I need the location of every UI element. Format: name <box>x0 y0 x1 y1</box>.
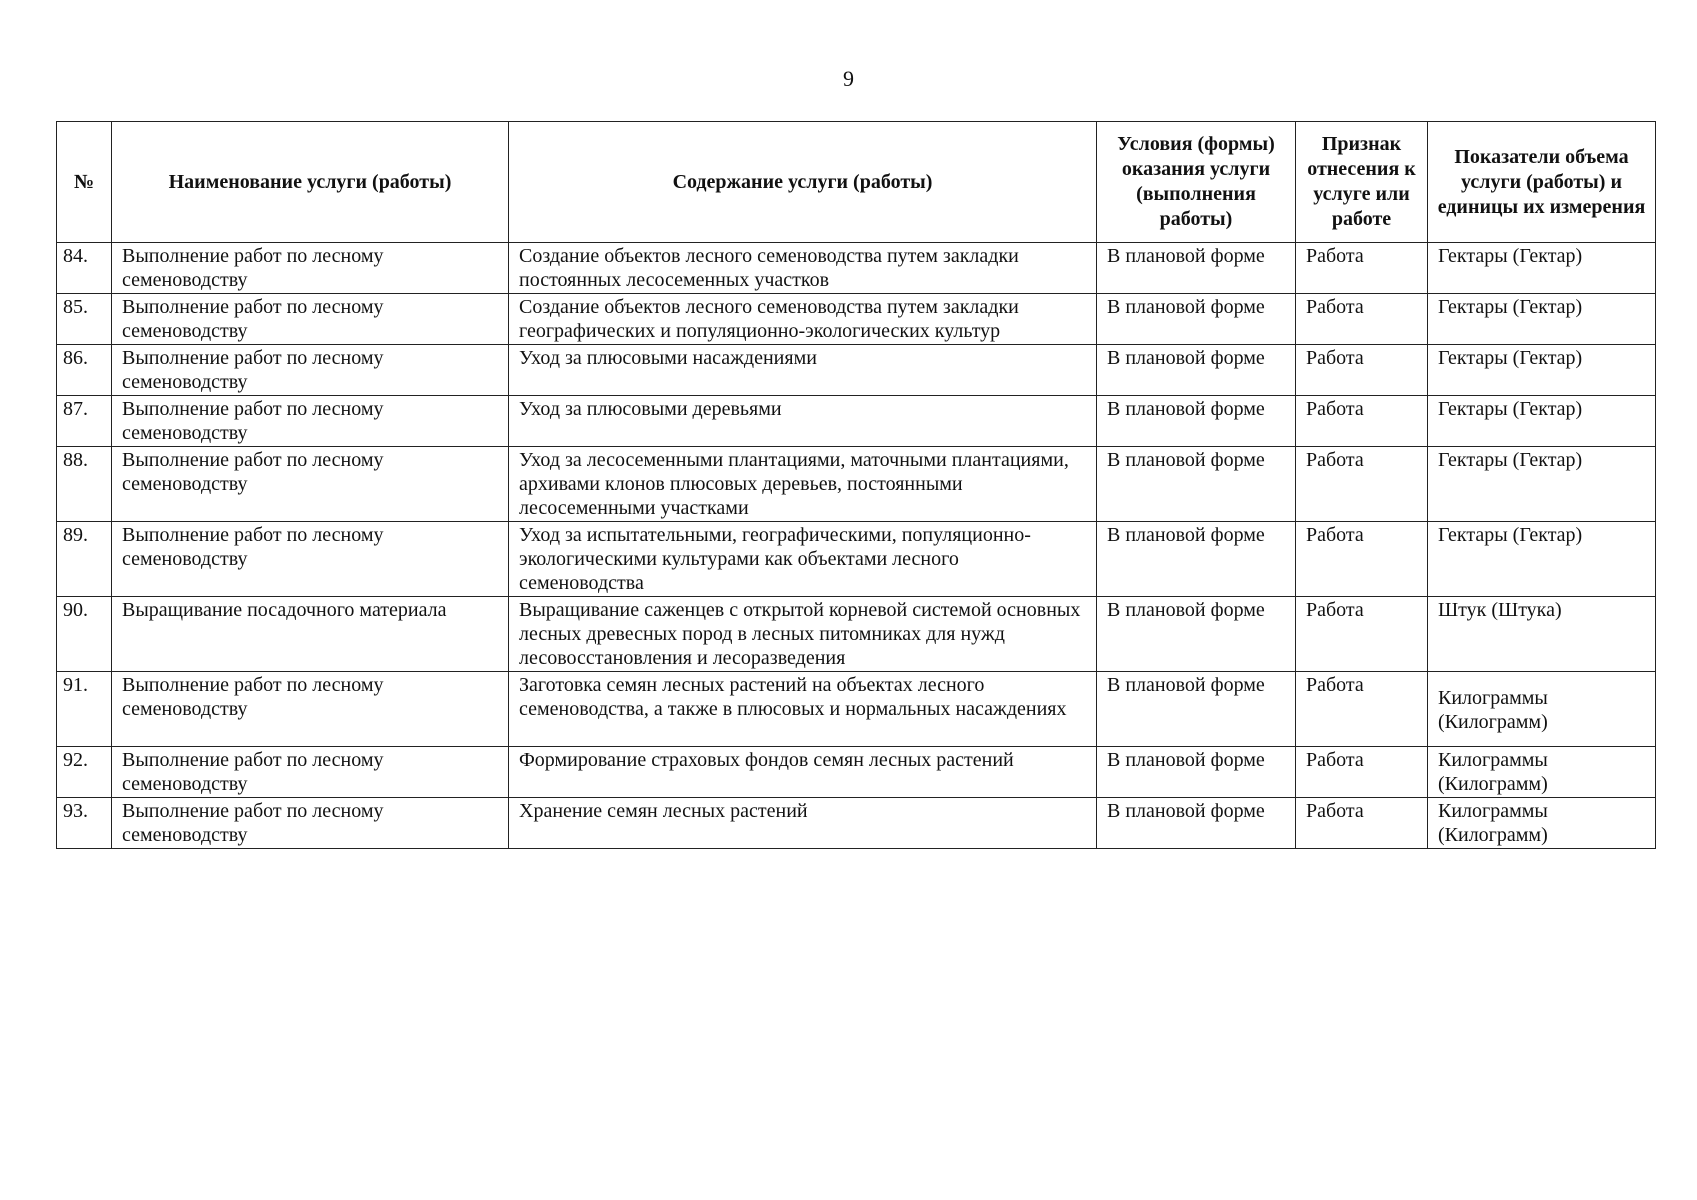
service-sign: Работа <box>1296 345 1428 396</box>
table-row <box>57 396 1656 447</box>
service-name: Выполнение работ по лесному семеноводству <box>112 798 509 849</box>
service-units: Гектары (Гектар) <box>1428 447 1656 522</box>
service-units: Гектары (Гектар) <box>1428 522 1656 597</box>
service-sign: Работа <box>1296 447 1428 522</box>
service-name: Выполнение работ по лесному семеноводству <box>112 672 509 747</box>
service-name: Выполнение работ по лесному семеноводству <box>112 447 509 522</box>
row-number: 91. <box>57 672 112 747</box>
row-number: 84. <box>57 243 112 294</box>
service-name: Выращивание посадочного материала <box>112 597 509 672</box>
service-name: Выполнение работ по лесному семеноводству <box>112 396 509 447</box>
row-number: 86. <box>57 345 112 396</box>
header-name: Наименование услуги (работы) <box>112 122 509 243</box>
row-number: 87. <box>57 396 112 447</box>
row-number: 92. <box>57 747 112 798</box>
row-number: 89. <box>57 522 112 597</box>
service-conditions: В плановой форме <box>1097 747 1296 798</box>
service-units: Гектары (Гектар) <box>1428 243 1656 294</box>
header-indicators: Показатели объема услуги (работы) и единицы их измерения <box>1428 122 1656 243</box>
service-units: Килограммы (Килограмм) <box>1428 672 1656 747</box>
service-content: Уход за лесосеменными плантациями, маточными плантациями, архивами клонов плюсовых деревьев, постоянными лесосеменными участками <box>509 447 1097 522</box>
service-conditions: В плановой форме <box>1097 243 1296 294</box>
service-content: Уход за плюсовыми насаждениями <box>509 345 1097 396</box>
header-content: Содержание услуги (работы) <box>509 122 1097 243</box>
service-content: Хранение семян лесных растений <box>509 798 1097 849</box>
service-sign: Работа <box>1296 597 1428 672</box>
service-units: Килограммы (Килограмм) <box>1428 747 1656 798</box>
service-conditions: В плановой форме <box>1097 597 1296 672</box>
service-content: Уход за плюсовыми деревьями <box>509 396 1097 447</box>
service-content: Заготовка семян лесных растений на объектах лесного семеноводства, а также в плюсовых и нормальных насаждениях <box>509 672 1097 747</box>
row-number: 88. <box>57 447 112 522</box>
service-sign: Работа <box>1296 243 1428 294</box>
service-sign: Работа <box>1296 522 1428 597</box>
service-units: Гектары (Гектар) <box>1428 396 1656 447</box>
table-row <box>57 447 1656 522</box>
service-name: Выполнение работ по лесному семеноводству <box>112 345 509 396</box>
header-num: № <box>57 122 112 243</box>
row-number: 93. <box>57 798 112 849</box>
service-sign: Работа <box>1296 798 1428 849</box>
service-conditions: В плановой форме <box>1097 798 1296 849</box>
service-content: Выращивание саженцев с открытой корневой системой основных лесных древесных пород в лесных питомниках для нужд лесовосстановления и лесоразведения <box>509 597 1097 672</box>
service-conditions: В плановой форме <box>1097 345 1296 396</box>
service-content: Создание объектов лесного семеноводства путем закладки постоянных лесосеменных участков <box>509 243 1097 294</box>
service-units: Гектары (Гектар) <box>1428 294 1656 345</box>
service-name: Выполнение работ по лесному семеноводству <box>112 243 509 294</box>
table-row <box>57 345 1656 396</box>
service-content: Уход за испытательными, географическими, популяционно-экологическими культурами как объектами лесного семеноводства <box>509 522 1097 597</box>
table-row <box>57 522 1656 597</box>
service-name: Выполнение работ по лесному семеноводству <box>112 294 509 345</box>
service-units: Килограммы (Килограмм) <box>1428 798 1656 849</box>
table-row <box>57 798 1656 849</box>
service-conditions: В плановой форме <box>1097 294 1296 345</box>
table-row <box>57 294 1656 345</box>
row-number: 90. <box>57 597 112 672</box>
service-conditions: В плановой форме <box>1097 447 1296 522</box>
page-number: 9 <box>843 66 854 91</box>
service-sign: Работа <box>1296 396 1428 447</box>
service-sign: Работа <box>1296 747 1428 798</box>
table-row <box>57 243 1656 294</box>
table-row <box>57 747 1656 798</box>
table-row <box>57 672 1656 747</box>
service-content: Создание объектов лесного семеноводства путем закладки географических и популяционно-экологических культур <box>509 294 1097 345</box>
table-row <box>57 597 1656 672</box>
service-name: Выполнение работ по лесному семеноводству <box>112 522 509 597</box>
service-sign: Работа <box>1296 294 1428 345</box>
header-sign: Признак отнесения к услуге или работе <box>1296 122 1428 243</box>
service-units: Штук (Штука) <box>1428 597 1656 672</box>
services-table <box>56 121 1656 849</box>
service-content: Формирование страховых фондов семян лесных растений <box>509 747 1097 798</box>
service-name: Выполнение работ по лесному семеноводству <box>112 747 509 798</box>
service-sign: Работа <box>1296 672 1428 747</box>
service-conditions: В плановой форме <box>1097 522 1296 597</box>
service-units: Гектары (Гектар) <box>1428 345 1656 396</box>
header-conditions: Условия (формы) оказания услуги (выполнения работы) <box>1097 122 1296 243</box>
row-number: 85. <box>57 294 112 345</box>
service-conditions: В плановой форме <box>1097 672 1296 747</box>
table-header-row <box>57 122 1656 243</box>
service-conditions: В плановой форме <box>1097 396 1296 447</box>
